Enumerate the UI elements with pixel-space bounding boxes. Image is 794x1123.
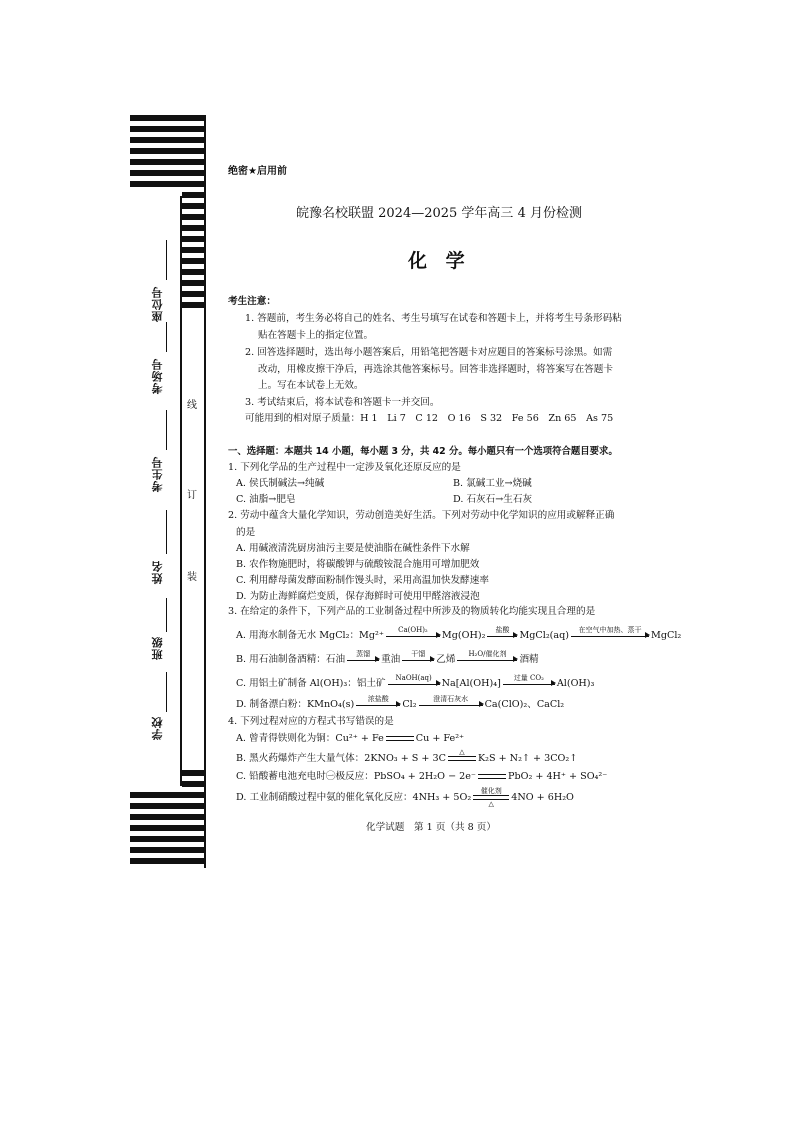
q4-b-right: K₂S + N₂↑ + 3CO₂↑: [477, 753, 578, 764]
q3-b-cond-2: 干馏: [411, 649, 426, 658]
q4-b-left: B. 黑火药爆炸产生大量气体：2KNO₃ + S + 3C: [236, 753, 446, 764]
q4-option-b: [236, 748, 578, 765]
q1-stem: 1. 下列化学品的生产过程中一定涉及氧化还原反应的是: [228, 462, 461, 473]
school-label: 学校: [151, 716, 164, 740]
notice-item-2-cont2: 上。写在本试卷上无效。: [258, 380, 364, 391]
q2-option-a: A. 用碱液清洗厨房油污主要是使油脂在碱性条件下水解: [236, 543, 470, 554]
q3-a-product: MgCl₂: [651, 630, 682, 641]
q3-a-cond-2: 盐酸: [495, 625, 510, 634]
q3-a-prefix: A. 用海水制备无水 MgCl₂：Mg²⁺: [236, 630, 384, 641]
q3-b-prefix: B. 用石油制备酒精：石油: [236, 654, 346, 665]
q2-option-d: D. 为防止海鲜腐烂变质，保存海鲜时可使用甲醛溶液浸泡: [236, 591, 480, 602]
q3-b-mid-1: 重油: [381, 654, 401, 665]
q3-option-d: [236, 694, 565, 711]
q3-d-cond-1: 浓盐酸: [367, 694, 389, 703]
q3-c-mid-1: Na[Al(OH)₄]: [441, 678, 501, 689]
q3-b-cond-1: 蒸馏: [356, 649, 371, 658]
q4-stem: 4. 下列过程对应的方程式书写错误的是: [228, 716, 394, 727]
q4-a-right: Cu + Fe²⁺: [415, 733, 465, 744]
atomic-masses: 可能用到的相对原子质量：H 1 Li 7 C 12 O 16 S 32 Fe 56 Zn 65 As 75: [245, 413, 614, 424]
secret-mark: 绝密★启用前: [228, 166, 287, 177]
q1-option-c: C. 油脂→肥皂: [236, 494, 296, 505]
q3-c-cond-1: NaOH(aq): [395, 673, 432, 682]
class-label: 班级: [151, 636, 164, 660]
subject-title: 化 学: [408, 250, 471, 272]
q4-c-right: PbO₂ + 4H⁺ + SO₄²⁻: [508, 771, 608, 782]
cut-line-char-xian: 线: [187, 400, 197, 411]
q4-a-left: A. 曾青得铁则化为铜：Cu²⁺ + Fe: [236, 733, 384, 744]
q4-option-d: [236, 787, 574, 808]
q4-b-cond: △: [459, 748, 465, 756]
q3-d-prefix: D. 制备漂白粉：KMnO₄(s): [236, 699, 355, 710]
q3-a-mid-1: Mg(OH)₂: [441, 630, 486, 641]
cut-line-char-ding: 订: [187, 490, 197, 501]
q3-b-cond-3: H₂O/催化剂: [468, 649, 507, 658]
q2-option-c: C. 利用酵母菌发酵面粉制作馒头时，采用高温加快发酵速率: [236, 575, 489, 586]
q1-option-a: A. 侯氏制碱法→纯碱: [236, 478, 325, 489]
name-label: 姓名: [151, 560, 164, 584]
exam-room-label: 考场号: [151, 358, 164, 394]
q4-d-left: D. 工业制硝酸过程中氨的催化氧化反应：4NH₃ + 5O₂: [236, 792, 472, 803]
notice-item-2: 2. 回答选择题时，选出每小题答案后，用铅笔把答题卡对应题目的答案标号涂黑。如需: [245, 347, 613, 358]
q2-stem: 2. 劳动中蕴含大量化学知识，劳动创造美好生活。下列对劳动中化学知识的应用或解释正确: [228, 510, 615, 521]
notice-item-3: 3. 考试结束后，将本试卷和答题卡一并交回。: [245, 397, 440, 408]
page-footer: 化学试题 第 1 页（共 8 页）: [366, 822, 496, 833]
q3-stem: 3. 在给定的条件下，下列产品的工业制备过程中所涉及的物质转化均能实现且合理的是: [228, 606, 596, 617]
q4-b-equals: [448, 748, 476, 761]
notice-item-2-cont: 改动，用橡皮擦干净后，再选涂其他答案标号。回答非选择题时，将答案写在答题卡: [258, 364, 613, 375]
q3-option-b: [236, 649, 539, 666]
q4-c-equals: [478, 774, 506, 779]
q3-d-product: Ca(ClO)₂、CaCl₂: [484, 699, 565, 710]
exam-title: 皖豫名校联盟 2024—2025 学年高三 4 月份检测: [296, 206, 582, 221]
candidate-number-label: 考生号: [151, 456, 164, 492]
q3-option-c: [236, 673, 595, 690]
q3-d-mid-1: Cl₂: [402, 699, 417, 710]
q4-d-equals: [473, 787, 509, 808]
q2-option-b: B. 农作物施肥时，将碳酸钾与硫酸铵混合施用可增加肥效: [236, 559, 480, 570]
q4-d-cond: 催化剂: [480, 787, 502, 795]
cut-line-char-zhuang: 装: [187, 572, 197, 583]
q3-d-cond-2: 澄清石灰水: [433, 694, 469, 703]
section-1-title: 一、选择题：本题共 14 小题，每小题 3 分，共 42 分。每小题只有一个选项符合题目要求。: [228, 446, 618, 457]
q4-c-left: C. 铅酸蓄电池充电时㊀极反应：PbSO₄ + 2H₂O − 2e⁻: [236, 771, 476, 782]
q2-stem-cont: 的是: [236, 527, 256, 538]
q1-option-d: D. 石灰石→生石灰: [453, 494, 533, 505]
q3-a-mid-2: MgCl₂(aq): [519, 630, 570, 641]
q1-option-b: B. 氯碱工业→烧碱: [453, 478, 532, 489]
q3-b-mid-2: 乙烯: [436, 654, 456, 665]
q4-option-c: [236, 771, 607, 783]
q3-c-prefix: C. 用铝土矿制备 Al(OH)₃：铝土矿: [236, 678, 386, 689]
notice-item-1: 1. 答题前，考生务必将自己的姓名、考生号填写在试卷和答题卡上，并将考生号条形码粘: [245, 313, 622, 324]
q4-d-cond-2: △: [488, 800, 494, 808]
q3-a-cond-1: Ca(OH)₂: [398, 625, 428, 634]
notice-item-1-cont: 贴在答题卡上的指定位置。: [258, 330, 374, 341]
q3-c-cond-2: 过量 CO₂: [513, 673, 544, 682]
q4-d-right: 4NO + 6H₂O: [511, 792, 574, 803]
q3-b-product: 酒精: [519, 654, 539, 665]
q3-c-product: Al(OH)₃: [556, 678, 595, 689]
q3-a-cond-3: 在空气中加热、蒸干: [578, 625, 642, 634]
seat-number-label: 座位号: [151, 286, 164, 322]
q3-option-a: [236, 625, 682, 642]
q4-a-equals: [386, 736, 414, 741]
notice-title: 考生注意：: [228, 296, 276, 307]
q4-option-a: [236, 733, 464, 745]
